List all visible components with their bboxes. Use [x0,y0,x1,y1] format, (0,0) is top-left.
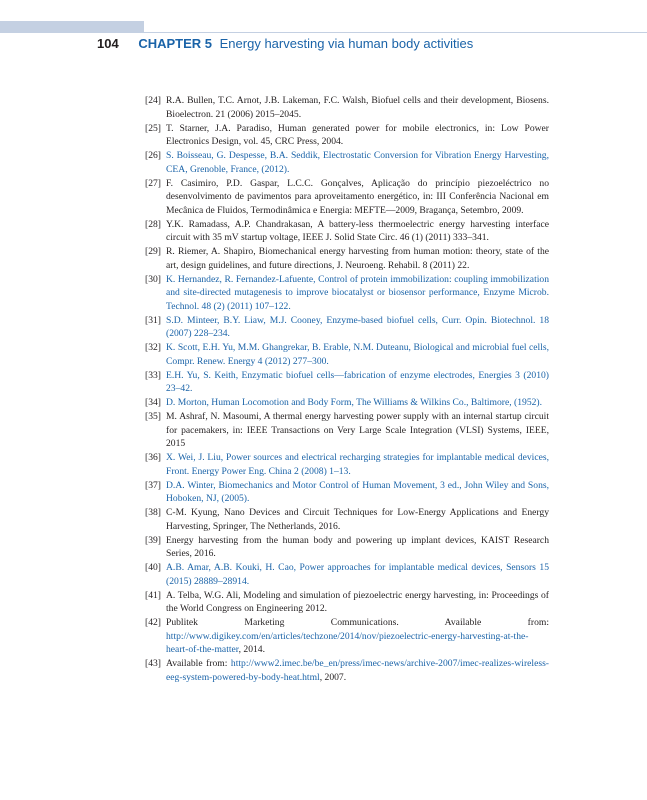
reference-number: [27] [145,177,161,189]
reference-number: [33] [145,369,161,381]
chapter-title: Energy harvesting via human body activities [219,36,474,51]
reference-item [145,589,549,616]
reference-item [145,479,549,506]
reference-number: [28] [145,218,161,230]
reference-item [145,149,549,176]
reference-tail: , 2014. [238,644,265,655]
page-number: 104 [97,36,119,51]
reference-text: F. Casimiro, P.D. Gaspar, L.C.C. Gonçalves, Aplicação do princípio piezoeléctrico no desenvolvimento de pavimentos para aproveitamento energético, in: III Conferência Nacional em Mecânica de Fluidos, Termodinâmica e Energia: MEFTE—2009, Bragança, Setembro, 2009. [166,177,549,216]
header-accent-bar [0,21,144,33]
reference-link[interactable]: A.B. Amar, A.B. Kouki, H. Cao, Power approaches for implantable medical devices, Sensors 15 (2015) 28889–28914. [166,562,549,587]
reference-item [145,657,549,684]
reference-number: [38] [145,507,161,518]
reference-link[interactable]: S. Boisseau, G. Despesse, B.A. Seddik, Electrostatic Conversion for Vibration Energy Harvesting, CEA, Grenoble, France, (2012). [166,150,549,175]
reference-link[interactable]: S.D. Minteer, B.Y. Liaw, M.J. Cooney, Enzyme-based biofuel cells, Curr. Opin. Biotechnol. 18 (2007) 228–234. [166,314,549,339]
reference-text: T. Starner, J.A. Paradiso, Human generated power for mobile electronics, in: Low Power Electronics Design, vol. 45, CRC Press, 2004. [166,122,549,147]
reference-item [145,451,549,478]
reference-number: [37] [145,479,161,491]
reference-number: [43] [145,658,161,669]
reference-number: [40] [145,562,161,573]
reference-item [145,245,549,272]
reference-item [145,561,549,588]
reference-number: [42] [145,617,161,628]
reference-text: M. Ashraf, N. Masoumi, A thermal energy harvesting power supply with an internal startup circuit for pacemakers, in: IEEE Transactions on Very Large Scale Integration (VLSI) Systems, IEEE, 2015 [166,411,549,449]
reference-link[interactable]: D. Morton, Human Locomotion and Body Form, The Williams & Wilkins Co., Baltimore, (1952). [166,397,543,408]
reference-item [145,410,549,451]
reference-link[interactable]: K. Hernandez, R. Fernandez-Lafuente, Control of protein immobilization: coupling immobilization and site-directed mutagenesis to improve biocatalyst or biosensor performance, Enzyme Microb. Technol. 48 (2) (2011) 107–122. [166,273,549,312]
reference-tail: , 2007. [319,671,347,683]
chapter-label: CHAPTER 5 [138,36,213,51]
reference-number: [39] [145,534,161,546]
reference-item [145,273,549,314]
reference-item [145,616,549,657]
reference-list [145,94,549,685]
reference-number: [32] [145,342,161,353]
reference-item [145,534,549,561]
reference-link[interactable]: http://www2.imec.be/be_en/press/imec-news/archive-2007/imec-realizes-wireless-eeg-system-powered-by-body-heat.html [166,658,549,683]
reference-item [145,341,549,368]
reference-number: [25] [145,122,161,134]
reference-item [145,218,549,245]
running-header [97,35,473,53]
reference-number: [41] [145,589,161,601]
reference-number: [35] [145,411,161,422]
reference-text: A. Telba, W.G. Ali, Modeling and simulation of piezoelectric energy harvesting, in: Proceedings of the World Congress on Engineering 2012. [166,589,549,614]
reference-item [145,314,549,341]
reference-link[interactable]: E.H. Yu, S. Keith, Enzymatic biofuel cells—fabrication of enzyme electrodes, Energies 3 (2010) 23–42. [166,369,549,394]
reference-link[interactable]: X. Wei, J. Liu, Power sources and electrical recharging strategies for implantable medical devices, Front. Energy Power Eng. China 2 (2008) 1–13. [166,452,549,477]
reference-number: [30] [145,273,161,285]
reference-text: Available from: [166,658,231,669]
reference-number: [34] [145,397,161,408]
reference-item [145,396,549,410]
reference-item [145,506,549,533]
reference-item [145,369,549,396]
reference-text: Y.K. Ramadass, A.P. Chandrakasan, A battery-less thermoelectric energy harvesting interface circuit with 35 mV startup voltage, IEEE J. Solid State Circ. 46 (1) (2011) 333–341. [166,218,549,243]
header-rule [144,32,647,33]
reference-item [145,94,549,121]
reference-text: R.A. Bullen, T.C. Arnot, J.B. Lakeman, F.C. Walsh, Biofuel cells and their development, Biosens. Bioelectron. 21 (2006) 2015–2045. [166,95,549,120]
reference-text: Publitek Marketing Communications. Available from: [166,617,549,628]
reference-text: Energy harvesting from the human body and powering up implant devices, KAIST Research Series, 2016. [166,534,549,559]
reference-number: [24] [145,95,161,106]
reference-number: [29] [145,246,161,257]
reference-link[interactable]: D.A. Winter, Biomechanics and Motor Control of Human Movement, 3 ed., John Wiley and Sons, Hoboken, NJ, (2005). [166,479,549,504]
reference-number: [26] [145,150,161,161]
reference-text: R. Riemer, A. Shapiro, Biomechanical energy harvesting from human motion: theory, state of the art, design guidelines, and future directions, J. Neuroeng. Rehabil. 8 (2011) 22. [166,246,549,271]
reference-item [145,122,549,149]
reference-text: C-M. Kyung, Nano Devices and Circuit Techniques for Low-Energy Applications and Energy Harvesting, Springer, The Netherlands, 2016. [166,507,549,532]
reference-link[interactable]: K. Scott, E.H. Yu, M.M. Ghangrekar, B. Erable, N.M. Duteanu, Biological and microbial fuel cells, Compr. Renew. Energy 4 (2012) 277–300. [166,342,549,367]
reference-item [145,177,549,218]
reference-number: [36] [145,452,161,463]
reference-link[interactable]: http://www.digikey.com/en/articles/techzone/2014/nov/piezoelectric-energy-harvesting-at-the-heart-of-the-matter [166,630,529,655]
reference-number: [31] [145,314,161,326]
